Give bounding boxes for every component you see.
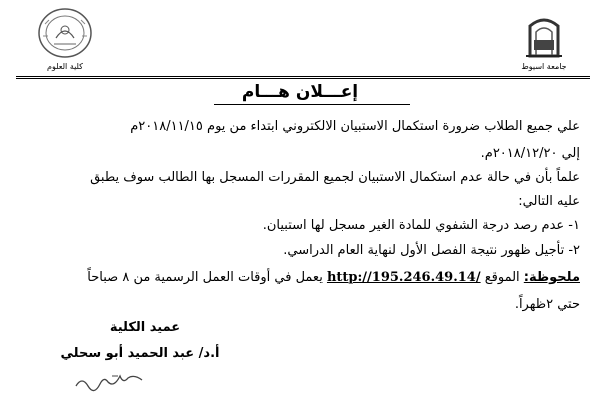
handwritten-signature	[72, 370, 152, 392]
announcement-title: إعـــلان هـــام	[241, 82, 359, 102]
survey-url-link[interactable]: http://195.246.49.14/	[326, 270, 481, 285]
note-line-2: حتي ٢ظهراً.	[514, 297, 580, 312]
penalty-item-2: ٢- تأجيل ظهور نتيجة الفصل الأول لنهاية العام الدراسي.	[283, 243, 580, 258]
assiut-university-logo	[504, 2, 584, 80]
left-logo-caption: كلية العلوم	[47, 62, 83, 71]
faculty-of-science-logo	[20, 4, 110, 82]
note-line	[87, 270, 580, 285]
dean-name: أ.د/ عبد الحميد أبو سحلي	[60, 346, 220, 361]
university-emblem-icon	[520, 12, 568, 60]
note-text-before: الموقع	[480, 270, 524, 285]
body-line-4: عليه التالي:	[518, 194, 580, 209]
penalty-item-1: ١- عدم رصد درجة الشفوي للمادة الغير مسجل لها استبيان.	[262, 218, 580, 233]
note-label: ملحوظة:	[523, 270, 580, 285]
dean-title: عميد الكلية	[109, 320, 181, 335]
note-text-after: يعمل في أوقات العمل الرسمية من ٨ صباحاً	[87, 270, 327, 285]
right-logo-caption: جامعة اسيوط	[521, 62, 567, 71]
body-line-1: علي جميع الطلاب ضرورة استكمال الاستبيان الالكتروني ابتداء من يوم ٢٠١٨/١١/١٥م	[130, 119, 580, 134]
body-line-2: إلي ٢٠١٨/١٢/٢٠م.	[480, 146, 580, 161]
title-underline	[214, 104, 410, 105]
header-divider	[16, 76, 590, 77]
faculty-emblem-icon	[34, 4, 96, 62]
header-divider-secondary	[16, 78, 590, 79]
body-line-3: علماً بأن في حالة عدم استكمال الاستبيان لجميع المقررات المسجل بها الطالب سوف يطبق	[90, 170, 580, 185]
